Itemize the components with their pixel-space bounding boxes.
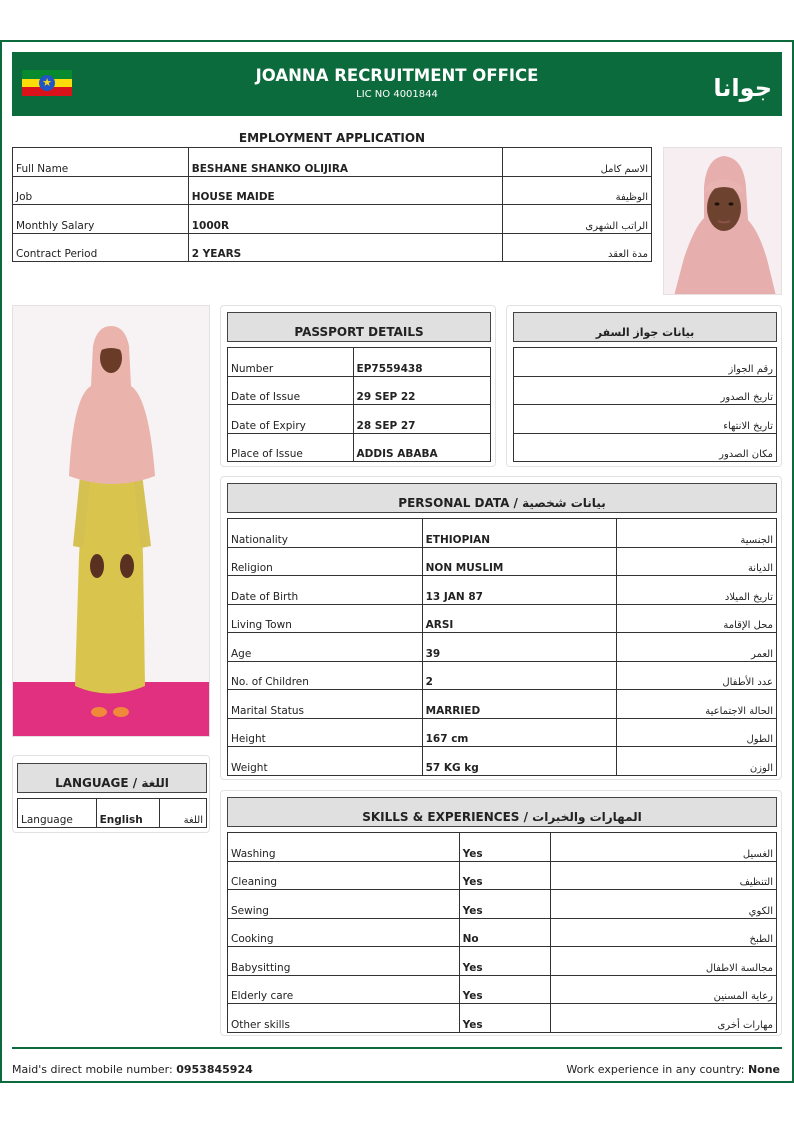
- row-label-arabic: الديانة: [617, 547, 777, 576]
- row-label-arabic: تاريخ الانتهاء: [514, 405, 777, 434]
- row-label-arabic: الوزن: [617, 747, 777, 776]
- row-label-arabic: محل الإقامة: [617, 604, 777, 633]
- row-value: 57 KG kg: [422, 747, 617, 776]
- work-experience: [566, 1063, 780, 1076]
- table-row: [228, 547, 777, 576]
- arabic-logo: جوانا: [713, 74, 772, 102]
- row-label: Living Town: [228, 604, 423, 633]
- table-row: [514, 433, 777, 462]
- table-row: [228, 861, 777, 890]
- passport-table: [227, 347, 491, 462]
- mobile-value: 0953845924: [176, 1063, 253, 1076]
- table-row: [13, 148, 652, 177]
- row-value: HOUSE MAIDE: [188, 176, 503, 205]
- row-label-arabic: الوظيفة: [503, 176, 652, 205]
- row-label: Number: [228, 348, 354, 377]
- employment-table: [12, 147, 652, 262]
- row-label-arabic: تاريخ الصدور: [514, 376, 777, 405]
- row-label-arabic: التنظيف: [551, 861, 777, 890]
- row-value: 39: [422, 633, 617, 662]
- table-row: [228, 633, 777, 662]
- skills-table: [227, 832, 777, 1033]
- header-banner: [12, 52, 782, 116]
- row-label: Date of Birth: [228, 576, 423, 605]
- row-label-arabic: الكوي: [551, 890, 777, 919]
- language-card: [12, 755, 210, 833]
- row-label-arabic: الاسم كامل: [503, 148, 652, 177]
- experience-label: Work experience in any country:: [566, 1063, 745, 1076]
- row-label-arabic: رعاية المسنين: [551, 975, 777, 1004]
- row-label-arabic: مكان الصدور: [514, 433, 777, 462]
- table-row: [13, 176, 652, 205]
- row-label: Other skills: [228, 1004, 460, 1033]
- row-label: Age: [228, 633, 423, 662]
- passport-card: [220, 305, 496, 467]
- license-number: LIC NO 4001844: [356, 89, 438, 100]
- full-body-photo: [12, 305, 210, 737]
- table-row: [228, 376, 491, 405]
- skills-header: [227, 797, 777, 827]
- row-value: EP7559438: [353, 348, 490, 377]
- row-value: 28 SEP 27: [353, 405, 490, 434]
- language-header: [17, 763, 207, 793]
- row-label: Religion: [228, 547, 423, 576]
- personal-data-card: [220, 476, 782, 780]
- table-row: [13, 205, 652, 234]
- row-label: No. of Children: [228, 661, 423, 690]
- table-row: [228, 947, 777, 976]
- row-value: ARSI: [422, 604, 617, 633]
- ethiopia-flag-icon: ★: [22, 70, 72, 96]
- table-row: [514, 405, 777, 434]
- row-label-arabic: الجنسية: [617, 519, 777, 548]
- passport-title: PASSPORT DETAILS: [294, 325, 424, 339]
- personal-data-title: PERSONAL DATA / بيانات شخصية: [398, 496, 606, 510]
- table-row: [228, 661, 777, 690]
- row-value: ADDIS ABABA: [353, 433, 490, 462]
- table-row: [228, 690, 777, 719]
- row-label: Cooking: [228, 918, 460, 947]
- row-value: Yes: [459, 890, 551, 919]
- row-label: Sewing: [228, 890, 460, 919]
- row-value: 2: [422, 661, 617, 690]
- row-label: Contract Period: [13, 233, 189, 262]
- table-row: [228, 918, 777, 947]
- table-row: [228, 604, 777, 633]
- row-value: MARRIED: [422, 690, 617, 719]
- row-label-arabic: العمر: [617, 633, 777, 662]
- table-row: [228, 433, 491, 462]
- passport-header-arabic: [513, 312, 777, 342]
- personal-data-table: [227, 518, 777, 776]
- passport-card-arabic: [506, 305, 782, 467]
- table-row: [13, 233, 652, 262]
- table-row: [514, 376, 777, 405]
- row-value: 167 cm: [422, 718, 617, 747]
- row-label: Job: [13, 176, 189, 205]
- row-value: No: [459, 918, 551, 947]
- row-value: BESHANE SHANKO OLIJIRA: [188, 148, 503, 177]
- row-value: 2 YEARS: [188, 233, 503, 262]
- portrait-photo: [663, 147, 782, 295]
- language-label-arabic: اللغة: [160, 799, 207, 828]
- row-label: Date of Expiry: [228, 405, 354, 434]
- row-label: Marital Status: [228, 690, 423, 719]
- skills-card: [220, 790, 782, 1036]
- row-label: Babysitting: [228, 947, 460, 976]
- row-label: Elderly care: [228, 975, 460, 1004]
- table-row: [514, 348, 777, 377]
- row-value: Yes: [459, 975, 551, 1004]
- row-label: Full Name: [13, 148, 189, 177]
- row-label-arabic: عدد الأطفال: [617, 661, 777, 690]
- passport-header: [227, 312, 491, 342]
- table-row: [228, 718, 777, 747]
- language-title: LANGUAGE / اللغة: [55, 776, 169, 790]
- row-label-arabic: الغسيل: [551, 833, 777, 862]
- table-row: [228, 890, 777, 919]
- row-value: 29 SEP 22: [353, 376, 490, 405]
- footer-divider: [12, 1047, 782, 1049]
- language-table: [17, 798, 207, 828]
- skills-title: SKILLS & EXPERIENCES / المهارات والخبرات: [362, 810, 642, 824]
- row-value: 1000R: [188, 205, 503, 234]
- row-label-arabic: الراتب الشهرى: [503, 205, 652, 234]
- passport-table-arabic: [513, 347, 777, 462]
- table-row: [228, 975, 777, 1004]
- row-label-arabic: الحالة الاجتماعية: [617, 690, 777, 719]
- table-row: [228, 348, 491, 377]
- row-label: Monthly Salary: [13, 205, 189, 234]
- row-value: Yes: [459, 947, 551, 976]
- row-label-arabic: مهارات أخرى: [551, 1004, 777, 1033]
- language-label: Language: [18, 799, 97, 828]
- row-value: Yes: [459, 833, 551, 862]
- row-value: ETHIOPIAN: [422, 519, 617, 548]
- language-row: [18, 799, 207, 828]
- row-label: Date of Issue: [228, 376, 354, 405]
- employment-application-title: EMPLOYMENT APPLICATION: [238, 131, 426, 145]
- office-title: JOANNA RECRUITMENT OFFICE: [255, 66, 539, 85]
- row-value: 13 JAN 87: [422, 576, 617, 605]
- table-row: [228, 747, 777, 776]
- row-value: Yes: [459, 861, 551, 890]
- language-value: English: [96, 799, 160, 828]
- passport-title-arabic: بيانات جواز السفر: [595, 326, 695, 339]
- mobile-number: [12, 1063, 253, 1076]
- row-label-arabic: الطول: [617, 718, 777, 747]
- row-label-arabic: تاريخ الميلاد: [617, 576, 777, 605]
- experience-value: None: [747, 1063, 780, 1076]
- row-label-arabic: مجالسة الاطفال: [551, 947, 777, 976]
- row-label: Cleaning: [228, 861, 460, 890]
- row-value: NON MUSLIM: [422, 547, 617, 576]
- mobile-label: Maid's direct mobile number:: [12, 1063, 173, 1076]
- row-label-arabic: الطبخ: [551, 918, 777, 947]
- row-label: Nationality: [228, 519, 423, 548]
- table-row: [228, 405, 491, 434]
- table-row: [228, 1004, 777, 1033]
- row-label-arabic: رقم الجواز: [514, 348, 777, 377]
- row-label-arabic: مدة العقد: [503, 233, 652, 262]
- table-row: [228, 576, 777, 605]
- row-value: Yes: [459, 1004, 551, 1033]
- row-label: Washing: [228, 833, 460, 862]
- row-label: Place of Issue: [228, 433, 354, 462]
- personal-data-header: [227, 483, 777, 513]
- row-label: Height: [228, 718, 423, 747]
- table-row: [228, 519, 777, 548]
- row-label: Weight: [228, 747, 423, 776]
- table-row: [228, 833, 777, 862]
